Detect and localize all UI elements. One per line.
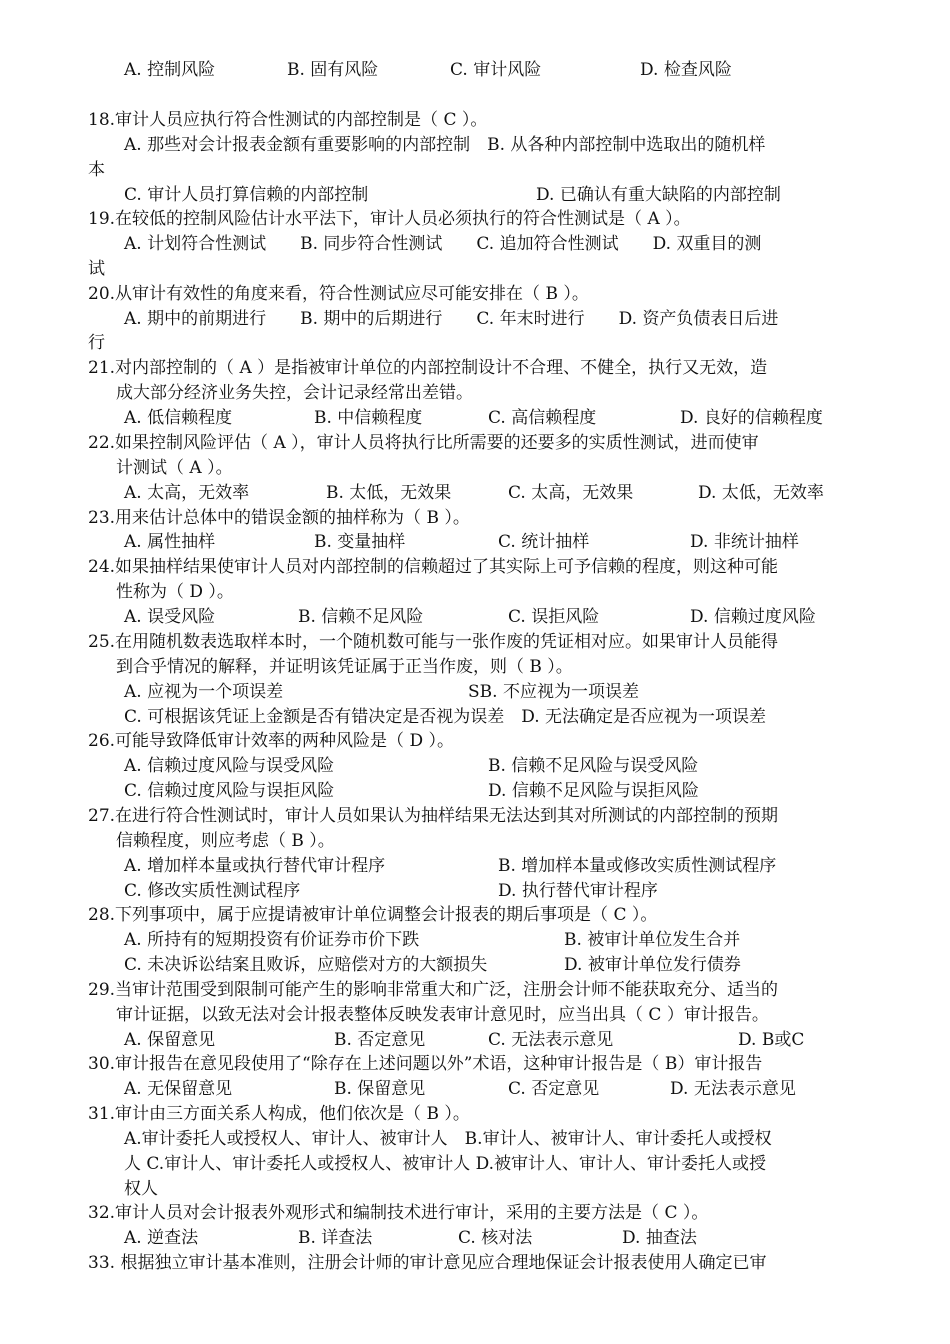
q23-option-c: C. 统计抽样 xyxy=(498,532,590,552)
q24-option-c: C. 误拒风险 xyxy=(508,607,600,627)
q31-options-line2: 人 C.审计人、审计委托人或授权人、被审计人 D.被审计人、审计人、审计委托人或授 xyxy=(124,1154,767,1174)
q25-option-b: SB. 不应视为一项误差 xyxy=(468,682,639,702)
q29-stem-cont: 审计证据，以致无法对会计报表整体反映发表审计意见时，应当出具（ C ）审计报告。 xyxy=(116,1005,769,1025)
q17-option-a: A. 控制风险 xyxy=(124,60,216,80)
q22-option-d: D. 太低，无效率 xyxy=(698,483,824,503)
q20-options-line: A. 期中的前期进行 B. 期中的后期进行 C. 年末时进行 D. 资产负债表日后进 xyxy=(124,309,779,329)
q27-option-b: B. 增加样本量或修改实质性测试程序 xyxy=(498,856,777,876)
q18-options-wrap: 本 xyxy=(88,160,105,180)
q27-stem: 27.在进行符合性测试时，审计人员如果认为抽样结果无法达到其对所测试的内部控制的预期 xyxy=(88,806,779,826)
q28-option-c: C. 未决诉讼结案且败诉，应赔偿对方的大额损失 xyxy=(124,955,488,975)
q22-option-c: C. 太高，无效果 xyxy=(508,483,634,503)
q18-option-c: C. 审计人员打算信赖的内部控制 xyxy=(124,185,369,205)
q23-option-a: A. 属性抽样 xyxy=(124,532,216,552)
q30-stem: 30.审计报告在意见段使用了“除存在上述问题以外”术语，这种审计报告是（ B）审计报告 xyxy=(88,1054,763,1074)
q31-options-line3: 权人 xyxy=(124,1179,158,1199)
q17-option-b: B. 固有风险 xyxy=(287,60,379,80)
q19-stem: 19.在较低的控制风险估计水平法下，审计人员必须执行的符合性测试是（ A ）。 xyxy=(88,209,691,229)
q23-stem: 23.用来估计总体中的错误金额的抽样称为（ B ）。 xyxy=(88,508,470,528)
q30-option-c: C. 否定意见 xyxy=(508,1079,600,1099)
q24-option-d: D. 信赖过度风险 xyxy=(690,607,816,627)
q23-option-b: B. 变量抽样 xyxy=(314,532,406,552)
q18-options-line: A. 那些对会计报表金额有重要影响的内部控制 B. 从各种内部控制中选取出的随机样 xyxy=(124,135,766,155)
q33-stem: 33. 根据独立审计基本准则，注册会计师的审计意见应合理地保证会计报表使用人确定已审 xyxy=(88,1253,767,1273)
q29-option-c: C. 无法表示意见 xyxy=(488,1030,614,1050)
q22-stem-cont: 计测试（ A ）。 xyxy=(116,458,233,478)
q23-option-d: D. 非统计抽样 xyxy=(690,532,799,552)
q27-option-a: A. 增加样本量或执行替代审计程序 xyxy=(124,856,386,876)
q30-option-d: D. 无法表示意见 xyxy=(670,1079,796,1099)
q18-stem: 18.审计人员应执行符合性测试的内部控制是（ C ）。 xyxy=(88,110,488,130)
q29-option-d: D. B或C xyxy=(738,1030,805,1050)
q20-stem: 20.从审计有效性的角度来看，符合性测试应尽可能安排在（ B ）。 xyxy=(88,284,589,304)
q21-option-a: A. 低信赖程度 xyxy=(124,408,233,428)
q21-stem: 21.对内部控制的（ A ）是指被审计单位的内部控制设计不合理、不健全，执行又无效，造 xyxy=(88,358,768,378)
q24-stem-cont: 性称为（ D ）。 xyxy=(116,582,234,602)
q30-option-a: A. 无保留意见 xyxy=(124,1079,233,1099)
q21-option-b: B. 中信赖程度 xyxy=(314,408,423,428)
q26-stem: 26.可能导致降低审计效率的两种风险是（ D ）。 xyxy=(88,731,454,751)
q25-option-a: A. 应视为一个项误差 xyxy=(124,682,284,702)
q28-stem: 28.下列事项中，属于应提请被审计单位调整会计报表的期后事项是（ C ）。 xyxy=(88,905,658,925)
q27-option-c: C. 修改实质性测试程序 xyxy=(124,881,301,901)
q20-options-wrap: 行 xyxy=(88,333,105,353)
q28-option-d: D. 被审计单位发行债券 xyxy=(564,955,741,975)
q26-option-b: B. 信赖不足风险与误受风险 xyxy=(488,756,699,776)
q24-option-b: B. 信赖不足风险 xyxy=(298,607,424,627)
q26-option-d: D. 信赖不足风险与误拒风险 xyxy=(488,781,699,801)
q25-stem-cont: 到合乎情况的解释，并证明该凭证属于正当作废，则（ B ）。 xyxy=(116,657,573,677)
q22-stem: 22.如果控制风险评估（ A ），审计人员将执行比所需要的还要多的实质性测试，进而使审 xyxy=(88,433,759,453)
q22-option-a: A. 太高，无效率 xyxy=(124,483,250,503)
q27-option-d: D. 执行替代审计程序 xyxy=(498,881,658,901)
q31-stem: 31.审计由三方面关系人构成，他们依次是（ B ）。 xyxy=(88,1104,470,1124)
q24-stem: 24.如果抽样结果使审计人员对内部控制的信赖超过了其实际上可予信赖的程度，则这种可能 xyxy=(88,557,779,577)
q29-option-b: B. 否定意见 xyxy=(334,1030,426,1050)
q30-option-b: B. 保留意见 xyxy=(334,1079,426,1099)
q26-option-a: A. 信赖过度风险与误受风险 xyxy=(124,756,335,776)
q21-option-c: C. 高信赖程度 xyxy=(488,408,597,428)
q28-option-b: B. 被审计单位发生合并 xyxy=(564,930,741,950)
q17-option-d: D. 检查风险 xyxy=(640,60,732,80)
q32-option-d: D. 抽查法 xyxy=(622,1228,697,1248)
q25-stem: 25.在用随机数表选取样本时，一个随机数可能与一张作废的凭证相对应。如果审计人员能得 xyxy=(88,632,779,652)
q32-option-b: B. 详查法 xyxy=(298,1228,373,1248)
q18-option-d: D. 已确认有重大缺陷的内部控制 xyxy=(536,185,781,205)
q19-options-line: A. 计划符合性测试 B. 同步符合性测试 C. 追加符合性测试 D. 双重目的测 xyxy=(124,234,762,254)
q27-stem-cont: 信赖程度，则应考虑（ B ）。 xyxy=(116,831,335,851)
q28-option-a: A. 所持有的短期投资有价证券市价下跌 xyxy=(124,930,420,950)
q29-stem: 29.当审计范围受到限制可能产生的影响非常重大和广泛，注册会计师不能获取充分、适当的 xyxy=(88,980,779,1000)
q21-option-d: D. 良好的信赖程度 xyxy=(680,408,823,428)
q22-option-b: B. 太低，无效果 xyxy=(326,483,452,503)
q17-option-c: C. 审计风险 xyxy=(450,60,542,80)
q32-option-c: C. 核对法 xyxy=(458,1228,533,1248)
q32-option-a: A. 逆查法 xyxy=(124,1228,199,1248)
q29-option-a: A. 保留意见 xyxy=(124,1030,216,1050)
q19-options-wrap: 试 xyxy=(88,259,105,279)
q25-options-cd: C. 可根据该凭证上金额是否有错决定是否视为误差 D. 无法确定是否应视为一项误差 xyxy=(124,707,767,727)
q31-options-line1: A.审计委托人或授权人、审计人、被审计人 B.审计人、被审计人、审计委托人或授权 xyxy=(124,1129,772,1149)
q26-option-c: C. 信赖过度风险与误拒风险 xyxy=(124,781,335,801)
q21-stem-cont: 成大部分经济业务失控，会计记录经常出差错。 xyxy=(116,383,473,403)
q24-option-a: A. 误受风险 xyxy=(124,607,216,627)
q32-stem: 32.审计人员对会计报表外观形式和编制技术进行审计，采用的主要方法是（ C ）。 xyxy=(88,1203,709,1223)
